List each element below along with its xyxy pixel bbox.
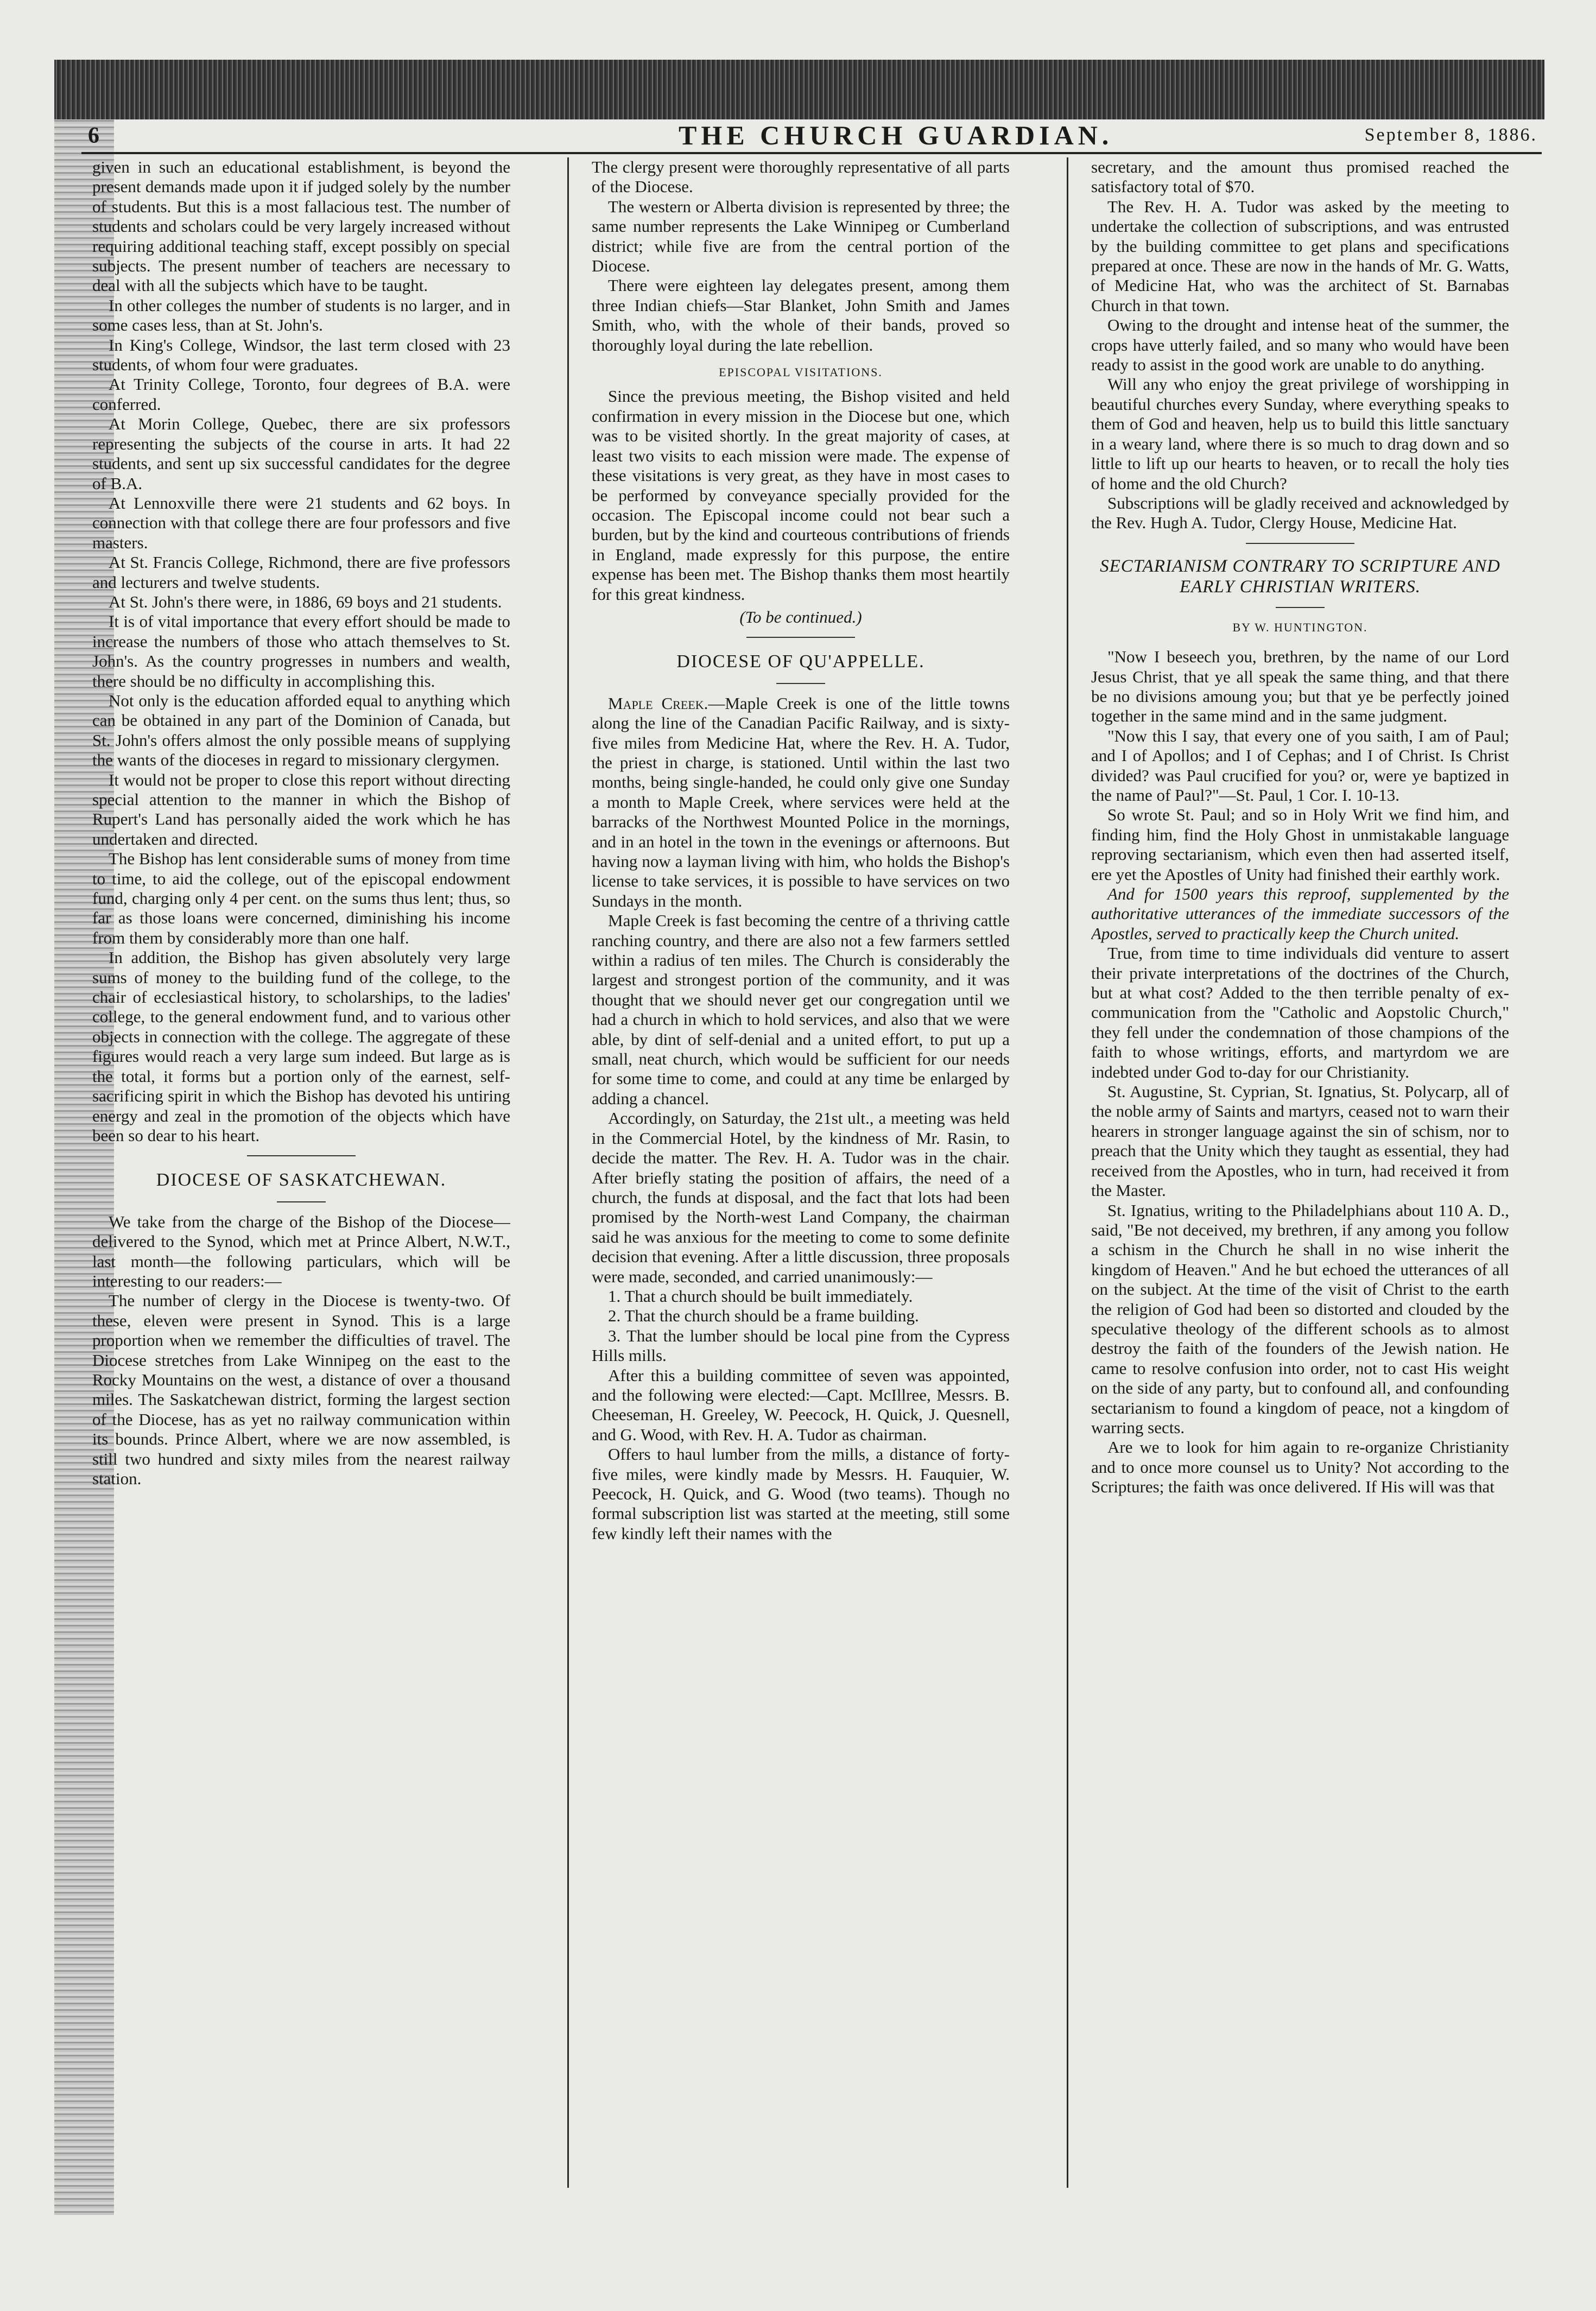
paragraph: It would not be proper to close this report without directing special attention to the manner in which the Bishop of Rupert's Land has personally aided the work which he has undertaken and directed. bbox=[92, 770, 510, 849]
column-rule bbox=[567, 157, 569, 2188]
paragraph: In addition, the Bishop has given absolutely very large sums of money to the building fund of the college, to the chair of ecclesiastical history, to scholarships, to the ladies' college, to the general endowment fund, and to various other objects in connection with the college. The aggregate of these figures would reach a very large sum indeed. But large as is the total, it forms but a portion only of the earnest, self-sacrificing spirit in which the Bishop has devoted his untiring energy and zeal in the promotion of the objects which have been so dear to his heart. bbox=[92, 948, 510, 1145]
paragraph: So wrote St. Paul; and so in Holy Writ we find him, and finding him, find the Holy Ghost in unmistakable language reproving sectarianism, which even then had asserted itself, ere yet the Apostles of Unity had finished their earthly work. bbox=[1091, 805, 1509, 884]
issue-date: September 8, 1886. bbox=[1364, 125, 1537, 145]
paragraph: In other colleges the number of students is no larger, and in some cases less, than at St. John's. bbox=[92, 295, 510, 335]
section-heading: DIOCESE OF QU'APPELLE. bbox=[676, 651, 925, 672]
separator-rule bbox=[1246, 543, 1354, 544]
paragraph: "Now I beseech you, brethren, by the name of our Lord Jesus Christ, that ye all speak the same thing, and that there be no divisions amoung you; but that ye be perfectly joined together in the same mind and in the same judgment. bbox=[1091, 647, 1509, 726]
paragraph: At Morin College, Quebec, there are six professors representing the subjects of the course in arts. It had 22 students, and sent up six successful candidates for the degree of B.A. bbox=[92, 414, 510, 493]
paragraph: We take from the charge of the Bishop of the Diocese—delivered to the Synod, which met at Prince Albert, N.W.T., last month—the following particulars, which will be interesting to our readers:— bbox=[92, 1212, 510, 1290]
paragraph: At St. Francis College, Richmond, there are five professors and lecturers and twelve students. bbox=[92, 553, 510, 592]
paragraph: After this a building committee of seven was appointed, and the following were elected:—Capt. McIllree, Messrs. B. Cheeseman, H. Greeley, W. Peecock, H. Quick, J. Quesnell, and G. Wood, with Rev. H. A. Tudor as chairman. bbox=[592, 1365, 1010, 1444]
separator-rule bbox=[277, 1201, 326, 1202]
paragraph: At Lennoxville there were 21 students and 62 boys. In connection with that college there are four professors and five masters. bbox=[92, 493, 510, 552]
paragraph: There were eighteen lay delegates present, among them three Indian chiefs—Star Blanket, John Smith and James Smith, who, with the whole of their bands, proved so thoroughly loyal during the late rebellion. bbox=[592, 276, 1010, 354]
lead-in: Maple Creek. bbox=[608, 693, 708, 713]
paragraph bbox=[592, 694, 1010, 911]
paragraph: Will any who enjoy the great privilege of worshipping in beautiful churches every Sunday, where everything speaks to them of God and heaven, help us to build this little sanctuary in a weary land, where there is so much to drag down and so little to lift up our hearts to heaven, or to recall the holy ties of home and the old Church? bbox=[1091, 375, 1509, 493]
paragraph: True, from time to time individuals did venture to assert their private interpretations of the doctrines of the Church, but at what cost? Added to the then terrible penalty of ex-communication from the "Catholic and Aopstolic Church," they fell under the condemnation of those champions of the faith to whose writings, efforts, and martyrdom we are indebted under God to-day for our Christianity. bbox=[1091, 944, 1509, 1081]
paragraph: The clergy present were thoroughly representative of all parts of the Diocese. bbox=[592, 157, 1010, 197]
subheading: EPISCOPAL VISITATIONS. bbox=[719, 365, 883, 379]
paragraph: The Bishop has lent considerable sums of money from time to time, to aid the college, out of the episcopal endowment fund, charging only 4 per cent. on the sums thus lent; thus, so far as those loans were concerned, diminishing his income from them by considerably more than one half. bbox=[92, 849, 510, 947]
resolution: 2. That the church should be a frame building. bbox=[608, 1306, 919, 1326]
paragraph: St. Ignatius, writing to the Philadelphians about 110 A. D., said, "Be not deceived, my brethren, if any among you follow a schism in the Church he shall in no wise inherit the kingdom of Heaven." And he but echoed the utterances of all on the subject. At the time of the visit of Christ to the earth the religion of God had been so distorted and clouded by the speculative theology of the different schools as to almost destroy the faith of the founders of the Jewish nation. He came to resolve confusion into order, not to cast His weight on the side of any party, but to confound all, and confounding sectarianism to found a kingdom of peace, not a kingdom of warring sects. bbox=[1091, 1200, 1509, 1437]
paragraph: The western or Alberta division is represented by three; the same number represents the Lake Winnipeg or Cumberland district; while five are from the central portion of the Diocese. bbox=[592, 197, 1010, 276]
paragraph: Since the previous meeting, the Bishop visited and held confirmation in every mission in the Diocese but one, which was to be visited shortly. In the great majority of cases, at least two visits to each mission were made. The expense of these visitations is very great, as they have in most cases to be performed by conveyance specially provided for the occasion. The Episcopal income could not bear such a burden, but by the kind and courteous contributions of friends in England, made expressly for this purpose, the entire expense has been met. The Bishop thanks them most heartily for this great kindness. bbox=[592, 387, 1010, 604]
paragraph: And for 1500 years this reproof, supplemented by the authoritative utterances of the immediate successors of the Apostles, served to practically keep the Church united. bbox=[1091, 884, 1509, 943]
paragraph: Owing to the drought and intense heat of the summer, the crops have utterly failed, and so many who would have been ready to assist in the good work are unable to do anything. bbox=[1091, 315, 1509, 375]
paragraph: St. Augustine, St. Cyprian, St. Ignatius, St. Polycarp, all of the noble army of Saints and martyrs, ceased not to warn their hearers in stronger language against the sin of schism, nor to preach that the Unity which they taught as essential, they had received from the Apostles, who in turn, had received it from the Master. bbox=[1091, 1082, 1509, 1200]
article-heading: SECTARIANISM CONTRARY TO SCRIPTURE AND EARLY CHRISTIAN WRITERS. bbox=[1100, 556, 1500, 597]
section-heading: DIOCESE OF SASKATCHEWAN. bbox=[156, 1170, 447, 1191]
byline: BY W. HUNTINGTON. bbox=[1232, 620, 1368, 634]
paragraph: Are we to look for him again to re-organize Christianity and to once more counsel us to Unity? Not according to the Scriptures; the faith was once delivered. If His will was that bbox=[1091, 1438, 1509, 1497]
masthead-title: THE CHURCH GUARDIAN. bbox=[679, 120, 1113, 150]
paragraph: At St. John's there were, in 1886, 69 boys and 21 students. bbox=[109, 592, 502, 611]
separator-rule bbox=[1276, 607, 1325, 608]
scan-shadow-top bbox=[54, 60, 1544, 119]
separator-rule bbox=[776, 683, 825, 684]
paragraph: Subscriptions will be gladly received and acknowledged by the Rev. Hugh A. Tudor, Clergy House, Medicine Hat. bbox=[1091, 493, 1509, 533]
paragraph: In King's College, Windsor, the last term closed with 23 students, of whom four were graduates. bbox=[92, 335, 510, 375]
resolution: 1. That a church should be built immediately. bbox=[608, 1286, 913, 1306]
paragraph: The Rev. H. A. Tudor was asked by the meeting to undertake the collection of subscriptions, and was entrusted by the building committee to get plans and specifications prepared at once. These are now in the hands of Mr. G. Watts, of Medicine Hat, who was the architect of St. Barnabas Church in that town. bbox=[1091, 197, 1509, 315]
page-number: 6 bbox=[88, 123, 99, 148]
continued-note: (To be continued.) bbox=[739, 607, 862, 626]
column-1 bbox=[92, 157, 510, 2188]
paragraph: At Trinity College, Toronto, four degrees of B.A. were conferred. bbox=[92, 375, 510, 414]
paragraph: Maple Creek is fast becoming the centre of a thriving cattle ranching country, and there are also not a few farmers settled within a radius of ten miles. The Church is considerably the largest and strongest portion of the community, and it was thought that we should never get our congregation until we had a church in which to hold services, and also that we were able, by dint of self-denial and a united effort, to put up a small, neat church, which would be sufficient for our needs for some time to come, and could at any time be enlarged by adding a chancel. bbox=[592, 911, 1010, 1108]
page-header bbox=[81, 119, 1542, 154]
paragraph-text: —Maple Creek is one of the little towns along the line of the Canadian Pacific Railway, and is sixty-five miles from Medicine Hat, where the Rev. H. A. Tudor, the priest in charge, is stationed. Until within the last two months, being single-handed, he could only give one Sunday a month to Maple Creek, where services were held at the barracks of the Northwest Mounted Police in the mornings, and in an hotel in the town in the evenings or afternoons. But having now a layman living with him, who holds the Bishop's license to take services, it is possible to have services on two Sundays in the month. bbox=[592, 693, 1010, 910]
column-rule bbox=[1067, 157, 1068, 2188]
separator-rule bbox=[746, 637, 855, 638]
paragraph: "Now this I say, that every one of you saith, I am of Paul; and I of Apollos; and I of Cephas; and I of Christ. Is Christ divided? was Paul crucified for you? or, were ye baptized in the name of Paul?"—St. Paul, 1 Cor. I. 10-13. bbox=[1091, 726, 1509, 805]
separator-rule bbox=[247, 1155, 356, 1156]
paragraph: secretary, and the amount thus promised reached the satisfactory total of $70. bbox=[1091, 157, 1509, 197]
paragraph: given in such an educational establishment, is beyond the present demands made upon it if judged solely by the number of students. But this is a most fallacious test. The number of students and scholars could be very largely increased without requiring additional teaching staff, except possibly on special subjects. The present number of teachers are necessary to deal with all the subjects which have to be taught. bbox=[92, 157, 510, 295]
column-3 bbox=[1091, 157, 1509, 2188]
column-2 bbox=[592, 157, 1010, 2188]
paragraph: Offers to haul lumber from the mills, a distance of forty-five miles, were kindly made by Messrs. H. Fauquier, W. Peecock, H. Quick, and G. Wood (two teams). Though no formal subscription list was started at the meeting, still some few kindly left their names with the bbox=[592, 1445, 1010, 1543]
paragraph: Accordingly, on Saturday, the 21st ult., a meeting was held in the Commercial Hotel, by the kindness of Mr. Rasin, to decide the matter. The Rev. H. A. Tudor was in the chair. After briefly stating the position of affairs, the need of a church, the funds at disposal, and the fact that lots had been promised by the North-west Land Company, the chairman said he was anxious for the meeting to come to some definite decision that evening. After a little discussion, three proposals were made, seconded, and carried unanimously:— bbox=[592, 1109, 1010, 1286]
paragraph: It is of vital importance that every effort should be made to increase the numbers of those who attach themselves to St. John's. As the country progresses in numbers and wealth, there should be no difficulty in accomplishing this. bbox=[92, 612, 510, 691]
paragraph: The number of clergy in the Diocese is twenty-two. Of these, eleven were present in Synod. This is a large proportion when we remember the difficulties of travel. The Diocese stretches from Lake Winnipeg on the east to the Rocky Mountains on the west, a distance of over a thousand miles. The Saskatchewan district, forming the largest section of the Diocese, has as yet no railway communication within its bounds. Prince Albert, where we are now assembled, is still two hundred and sixty miles from the nearest railway station. bbox=[92, 1291, 510, 1488]
resolution: 3. That the lumber should be local pine from the Cypress Hills mills. bbox=[592, 1326, 1010, 1365]
paragraph: Not only is the education afforded equal to anything which can be obtained in any part of the Dominion of Canada, but St. John's offers almost the only possible means of supplying the wants of the dioceses in regard to missionary clergymen. bbox=[92, 691, 510, 770]
